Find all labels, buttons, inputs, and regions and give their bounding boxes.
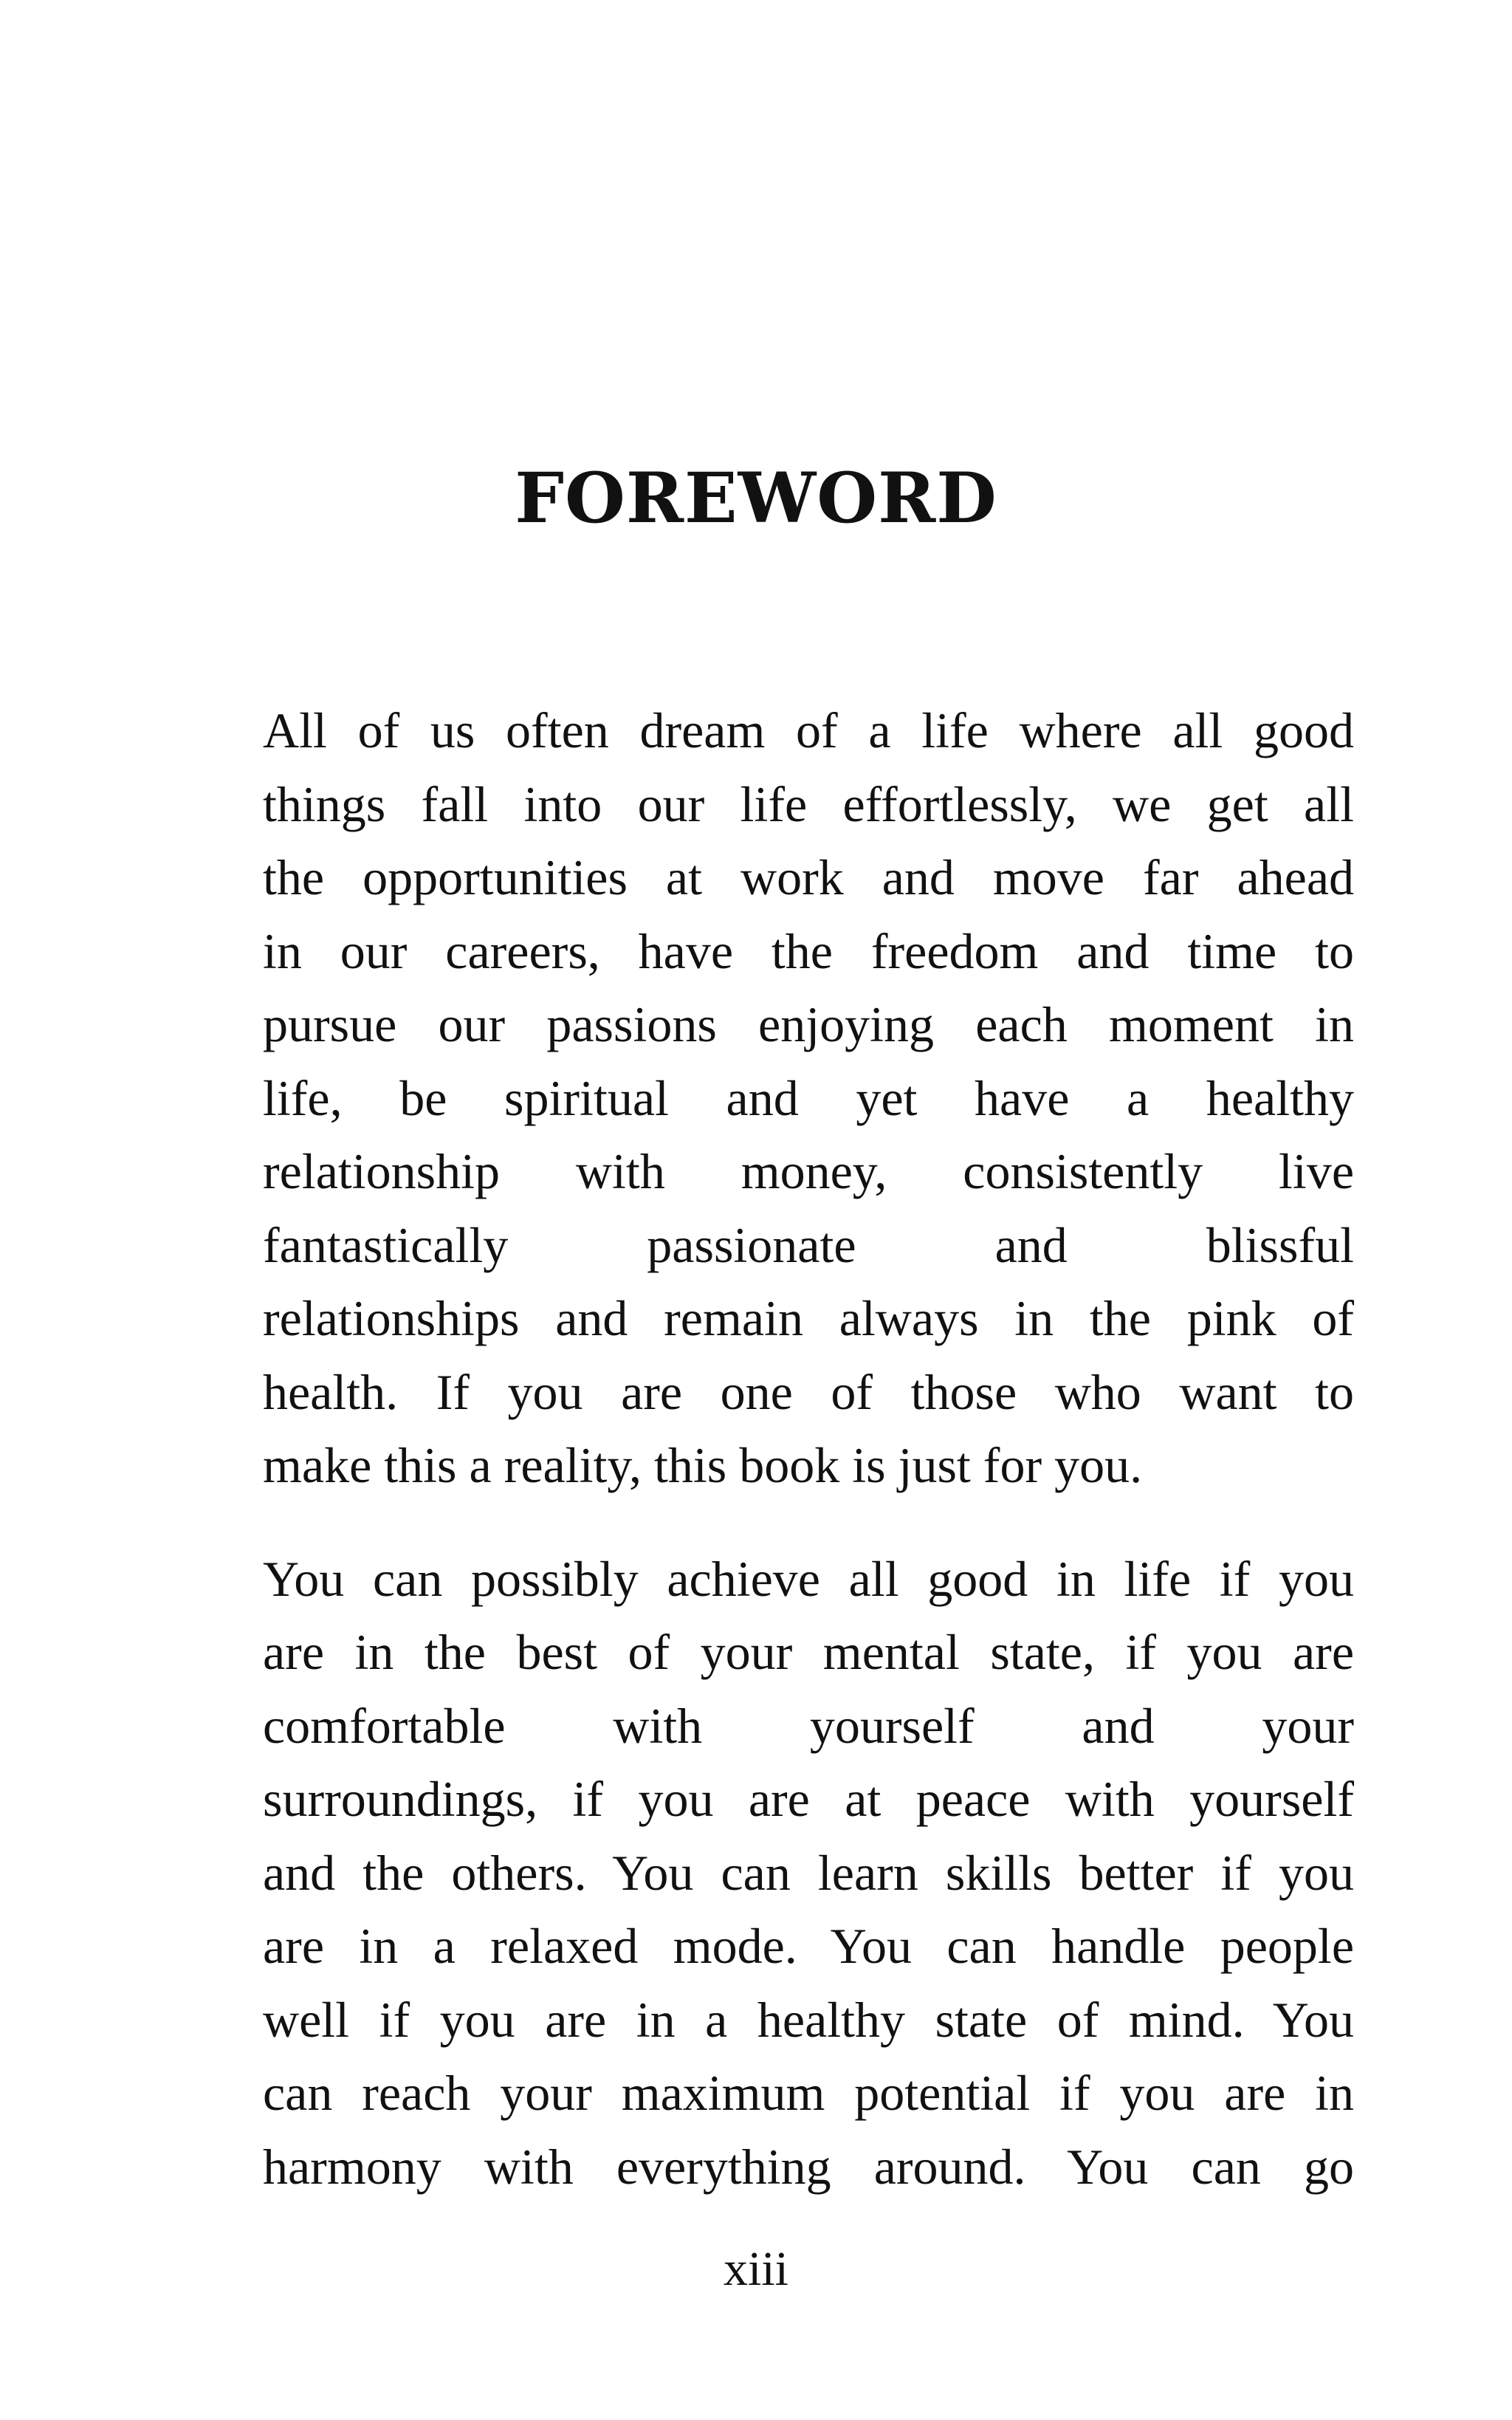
text-line: harmony with everything around. You can go <box>263 2138 1354 2195</box>
paragraph-2 <box>263 1543 1354 2204</box>
text-line: pursue our passions enjoying each moment in <box>263 996 1354 1052</box>
text-line: in our careers, have the freedom and time to <box>263 922 1354 979</box>
text-line: You can possibly achieve all good in life if you <box>263 1550 1354 1607</box>
text-line: can reach your maximum potential if you are in <box>263 2065 1354 2121</box>
text-line: are in a relaxed mode. You can handle people <box>263 1918 1354 1974</box>
text-line: life, be spiritual and yet have a healthy <box>263 1069 1354 1126</box>
text-line: the opportunities at work and move far ahead <box>263 849 1354 905</box>
text-line: surroundings, if you are at peace with yourself <box>263 1771 1354 1827</box>
text-line: are in the best of your mental state, if you are <box>263 1624 1354 1680</box>
paragraph-1 <box>263 694 1354 1503</box>
text-line: make this a reality, this book is just for you. <box>263 1437 1143 1493</box>
text-line: things fall into our life effortlessly, we get all <box>263 775 1354 832</box>
text-line: All of us often dream of a life where all good <box>263 702 1354 758</box>
text-line: health. If you are one of those who want to <box>263 1363 1354 1420</box>
text-line: comfortable with yourself and your <box>263 1697 1354 1754</box>
text-line: well if you are in a healthy state of mind. You <box>263 1991 1354 2048</box>
text-line: relationships and remain always in the pink of <box>263 1290 1354 1346</box>
text-line: fantastically passionate and blissful <box>263 1216 1354 1273</box>
text-line: and the others. You can learn skills better if you <box>263 1844 1354 1901</box>
text-line: relationship with money, consistently live <box>263 1143 1354 1199</box>
body-text <box>263 694 1354 2244</box>
page-title: FOREWORD <box>515 458 997 539</box>
page-number: xiii <box>723 2242 788 2296</box>
